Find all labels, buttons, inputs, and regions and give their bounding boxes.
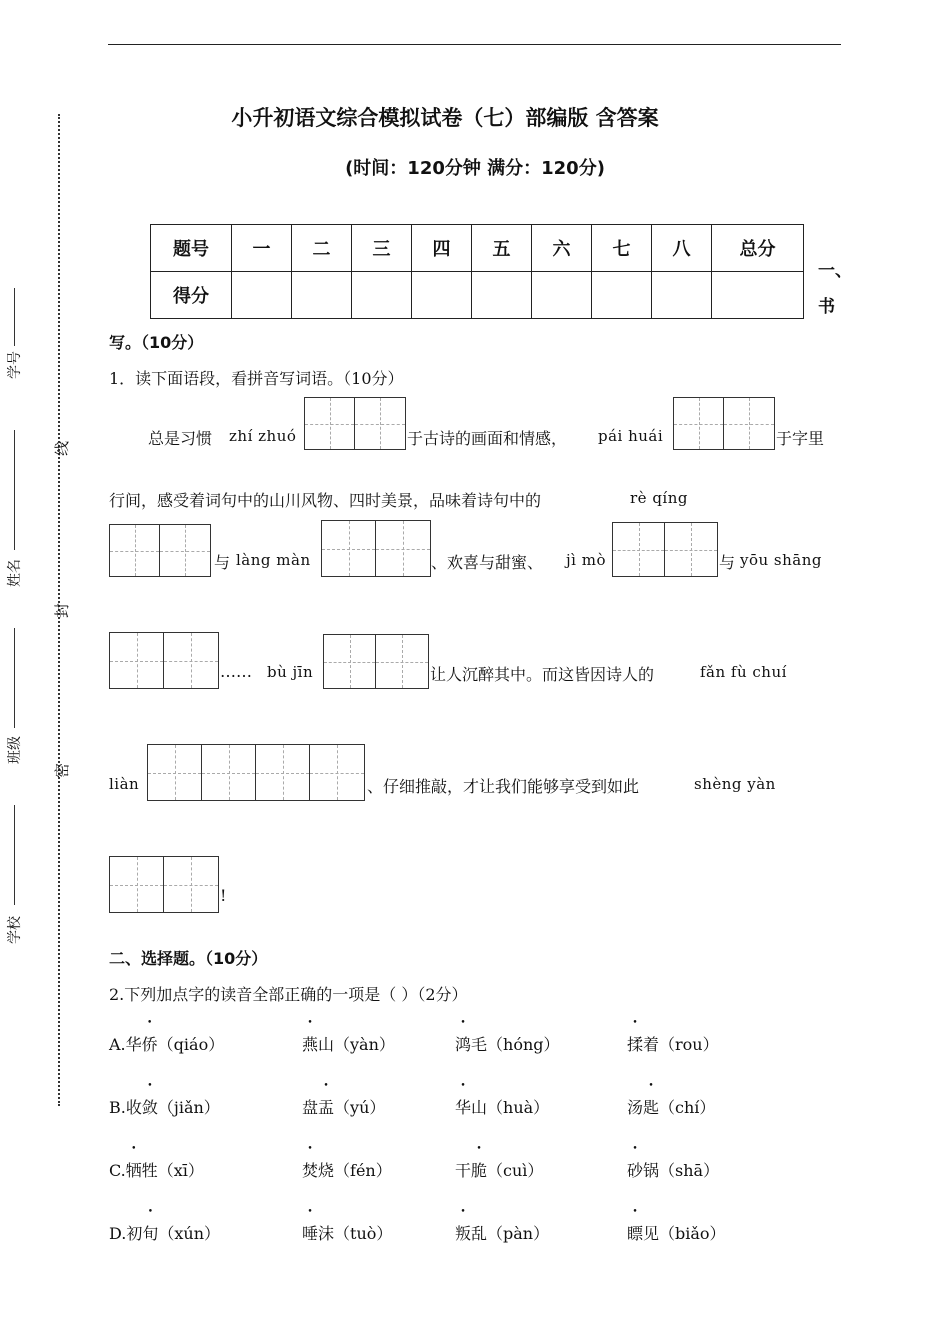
grid-cell[interactable] <box>160 525 210 576</box>
bind-word-xian: 线 <box>53 440 72 457</box>
margin-label-school: 学校 <box>7 916 23 944</box>
option-d-item-3[interactable]: 叛乱（pàn） <box>455 1224 550 1243</box>
score-input-cell[interactable] <box>712 272 804 319</box>
score-table <box>150 224 804 319</box>
pinyin: shèng yàn <box>694 775 776 793</box>
option-c-item-1[interactable]: C.牺牲（xī） <box>109 1161 204 1180</box>
score-input-cell[interactable] <box>292 272 352 319</box>
passage-text: 行间，感受着词句中的山川风物、四时美景，品味着诗句中的 <box>109 491 542 510</box>
table-row <box>151 225 804 272</box>
score-input-cell[interactable] <box>352 272 412 319</box>
grid-cell[interactable] <box>110 857 164 912</box>
answer-grid[interactable] <box>304 397 406 450</box>
grid-cell[interactable] <box>355 398 405 449</box>
grid-cell[interactable] <box>665 523 717 576</box>
bind-word-feng: 封 <box>53 602 72 619</box>
passage-text: 与 <box>719 553 736 572</box>
table-cell: 二 <box>292 225 352 272</box>
passage-text: 总是习惯 <box>148 429 213 448</box>
grid-cell[interactable] <box>110 525 160 576</box>
option-b-item-1[interactable]: B.收敛（jiǎn） <box>109 1098 220 1117</box>
score-input-cell[interactable] <box>652 272 712 319</box>
question-2: 2.下列加点字的读音全部正确的一项是（ ）（2分） <box>109 985 468 1004</box>
page-title: 小升初语文综合模拟试卷（七）部编版 含答案 <box>231 106 659 130</box>
table-cell: 五 <box>472 225 532 272</box>
grid-cell[interactable] <box>376 635 428 688</box>
passage-text: …… <box>220 662 252 681</box>
score-input-cell[interactable] <box>412 272 472 319</box>
passage-text: 于字里 <box>776 429 825 448</box>
option-d-item-1[interactable]: D.初旬（xún） <box>109 1224 221 1243</box>
bind-word-mi: 密 <box>53 762 72 779</box>
grid-cell[interactable] <box>310 745 364 800</box>
grid-cell[interactable] <box>376 521 430 576</box>
passage-text: 让人沉醉其中。而这皆因诗人的 <box>430 665 655 684</box>
passage-text: 、仔细推敲，才让我们能够享受到如此 <box>367 777 640 796</box>
grid-cell[interactable] <box>202 745 256 800</box>
pinyin: jì mò <box>566 551 606 569</box>
score-input-cell[interactable] <box>532 272 592 319</box>
grid-cell[interactable] <box>110 633 164 688</box>
pinyin: yōu shāng <box>740 551 822 569</box>
grid-cell[interactable] <box>164 857 218 912</box>
score-input-cell[interactable] <box>592 272 652 319</box>
section-heading: 写。（10分） <box>109 333 204 352</box>
grid-cell[interactable] <box>674 398 724 449</box>
option-c-item-2[interactable]: 焚烧（fén） <box>302 1161 392 1180</box>
table-cell: 八 <box>652 225 712 272</box>
pinyin: làng màn <box>236 551 311 569</box>
section-heading: 二、选择题。（10分） <box>109 949 268 968</box>
pinyin: pái huái <box>598 427 664 445</box>
grid-cell[interactable] <box>164 633 218 688</box>
option-b-item-4[interactable]: 汤匙（chí） <box>627 1098 716 1117</box>
option-a-item-4[interactable]: 揉着（rou） <box>627 1035 719 1054</box>
table-cell: 七 <box>592 225 652 272</box>
grid-cell[interactable] <box>324 635 376 688</box>
answer-grid[interactable] <box>321 520 431 577</box>
pinyin: fǎn fù chuí <box>700 663 787 681</box>
grid-cell[interactable] <box>148 745 202 800</box>
grid-cell[interactable] <box>613 523 665 576</box>
table-cell: 总分 <box>712 225 804 272</box>
answer-grid[interactable] <box>147 744 365 801</box>
table-cell: 一 <box>232 225 292 272</box>
answer-grid[interactable] <box>673 397 775 450</box>
passage-text: ! <box>220 886 227 905</box>
grid-cell[interactable] <box>322 521 376 576</box>
answer-grid[interactable] <box>323 634 429 689</box>
option-d-item-4[interactable]: 瞟见（biǎo） <box>627 1224 726 1243</box>
passage-text: 与 <box>214 553 231 572</box>
passage-text: 、欢喜与甜蜜、 <box>431 553 544 572</box>
option-c-item-4[interactable]: 砂锅（shā） <box>627 1161 720 1180</box>
margin-label-class: 班级 <box>7 736 23 764</box>
grid-cell[interactable] <box>256 745 310 800</box>
question-1: 1．读下面语段，看拼音写词语。（10分） <box>109 369 404 388</box>
pinyin: bù jīn <box>267 663 314 681</box>
margin-line <box>14 430 15 550</box>
section-number: 一、 <box>818 261 852 281</box>
score-input-cell[interactable] <box>472 272 532 319</box>
score-input-cell[interactable] <box>232 272 292 319</box>
option-a-item-2[interactable]: 燕山（yàn） <box>302 1035 395 1054</box>
grid-cell[interactable] <box>305 398 355 449</box>
answer-grid[interactable] <box>109 524 211 577</box>
option-b-item-3[interactable]: 华山（huà） <box>455 1098 550 1117</box>
answer-grid[interactable] <box>109 632 219 689</box>
option-a-item-3[interactable]: 鸿毛（hóng） <box>455 1035 560 1054</box>
margin-line <box>14 628 15 728</box>
table-cell: 三 <box>352 225 412 272</box>
margin-line <box>14 805 15 905</box>
pinyin: zhí zhuó <box>229 427 297 445</box>
answer-grid[interactable] <box>109 856 219 913</box>
grid-cell[interactable] <box>724 398 774 449</box>
option-c-item-3[interactable]: 干脆（cuì） <box>455 1161 544 1180</box>
table-cell: 得分 <box>151 272 232 319</box>
option-b-item-2[interactable]: 盘盂（yú） <box>302 1098 386 1117</box>
answer-grid[interactable] <box>612 522 718 577</box>
table-row <box>151 272 804 319</box>
table-cell: 题号 <box>151 225 232 272</box>
option-d-item-2[interactable]: 唾沫（tuò） <box>302 1224 393 1243</box>
exam-info: (时间：120分钟 满分：120分) <box>345 158 605 179</box>
passage-text: 于古诗的画面和情感， <box>407 429 568 448</box>
section-heading-start: 书 <box>818 297 835 317</box>
top-rule <box>108 44 841 45</box>
table-cell: 六 <box>532 225 592 272</box>
pinyin: rè qíng <box>630 489 688 507</box>
margin-label-name: 姓名 <box>7 559 23 587</box>
margin-label-student-id: 学号 <box>7 351 23 379</box>
option-a-item-1[interactable]: A.华侨（qiáo） <box>109 1035 225 1054</box>
margin-line <box>14 288 15 346</box>
pinyin: liàn <box>109 775 140 793</box>
table-cell: 四 <box>412 225 472 272</box>
